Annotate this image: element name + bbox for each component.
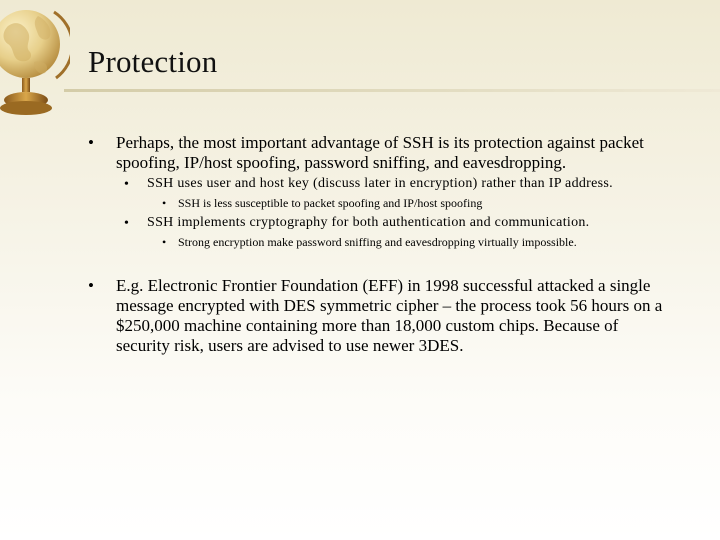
bullet-marker: •: [88, 276, 94, 295]
bullet-2-text: E.g. Electronic Frontier Foundation (EFF) in 1998 successful attacked a single message encrypted with DES symmetric cipher – the process took 56 hours on a $250,000 machine containing more than 18,000 custom chips. Because of security risk, users are advised to use newer 3DES.: [116, 276, 663, 355]
sub-sub-bullet-1-1-1-text: SSH is less susceptible to packet spoofing and IP/host spoofing: [178, 196, 483, 210]
sub-bullet-marker: •: [124, 177, 130, 192]
slide-title: Protection: [88, 44, 218, 79]
sub-sub-bullet-marker: •: [162, 235, 167, 249]
sub-bullet-1-2-text: SSH implements cryptography for both authentication and communication.: [147, 215, 590, 230]
bullet-1-text: Perhaps, the most important advantage of SSH is its protection against packet spoofing, IP/host spoofing, password sniffing, and eavesdropping.: [116, 133, 644, 172]
sub-sub-bullet-marker: •: [162, 196, 167, 210]
sub-bullet-1-1-text: SSH uses user and host key (discuss later in encryption) rather than IP address.: [147, 176, 613, 191]
sub-bullet-marker: •: [124, 216, 130, 231]
sub-sub-bullet-1-2-1-text: Strong encryption make password sniffing and eavesdropping virtually impossible.: [178, 235, 577, 249]
bullet-marker: •: [88, 133, 94, 152]
